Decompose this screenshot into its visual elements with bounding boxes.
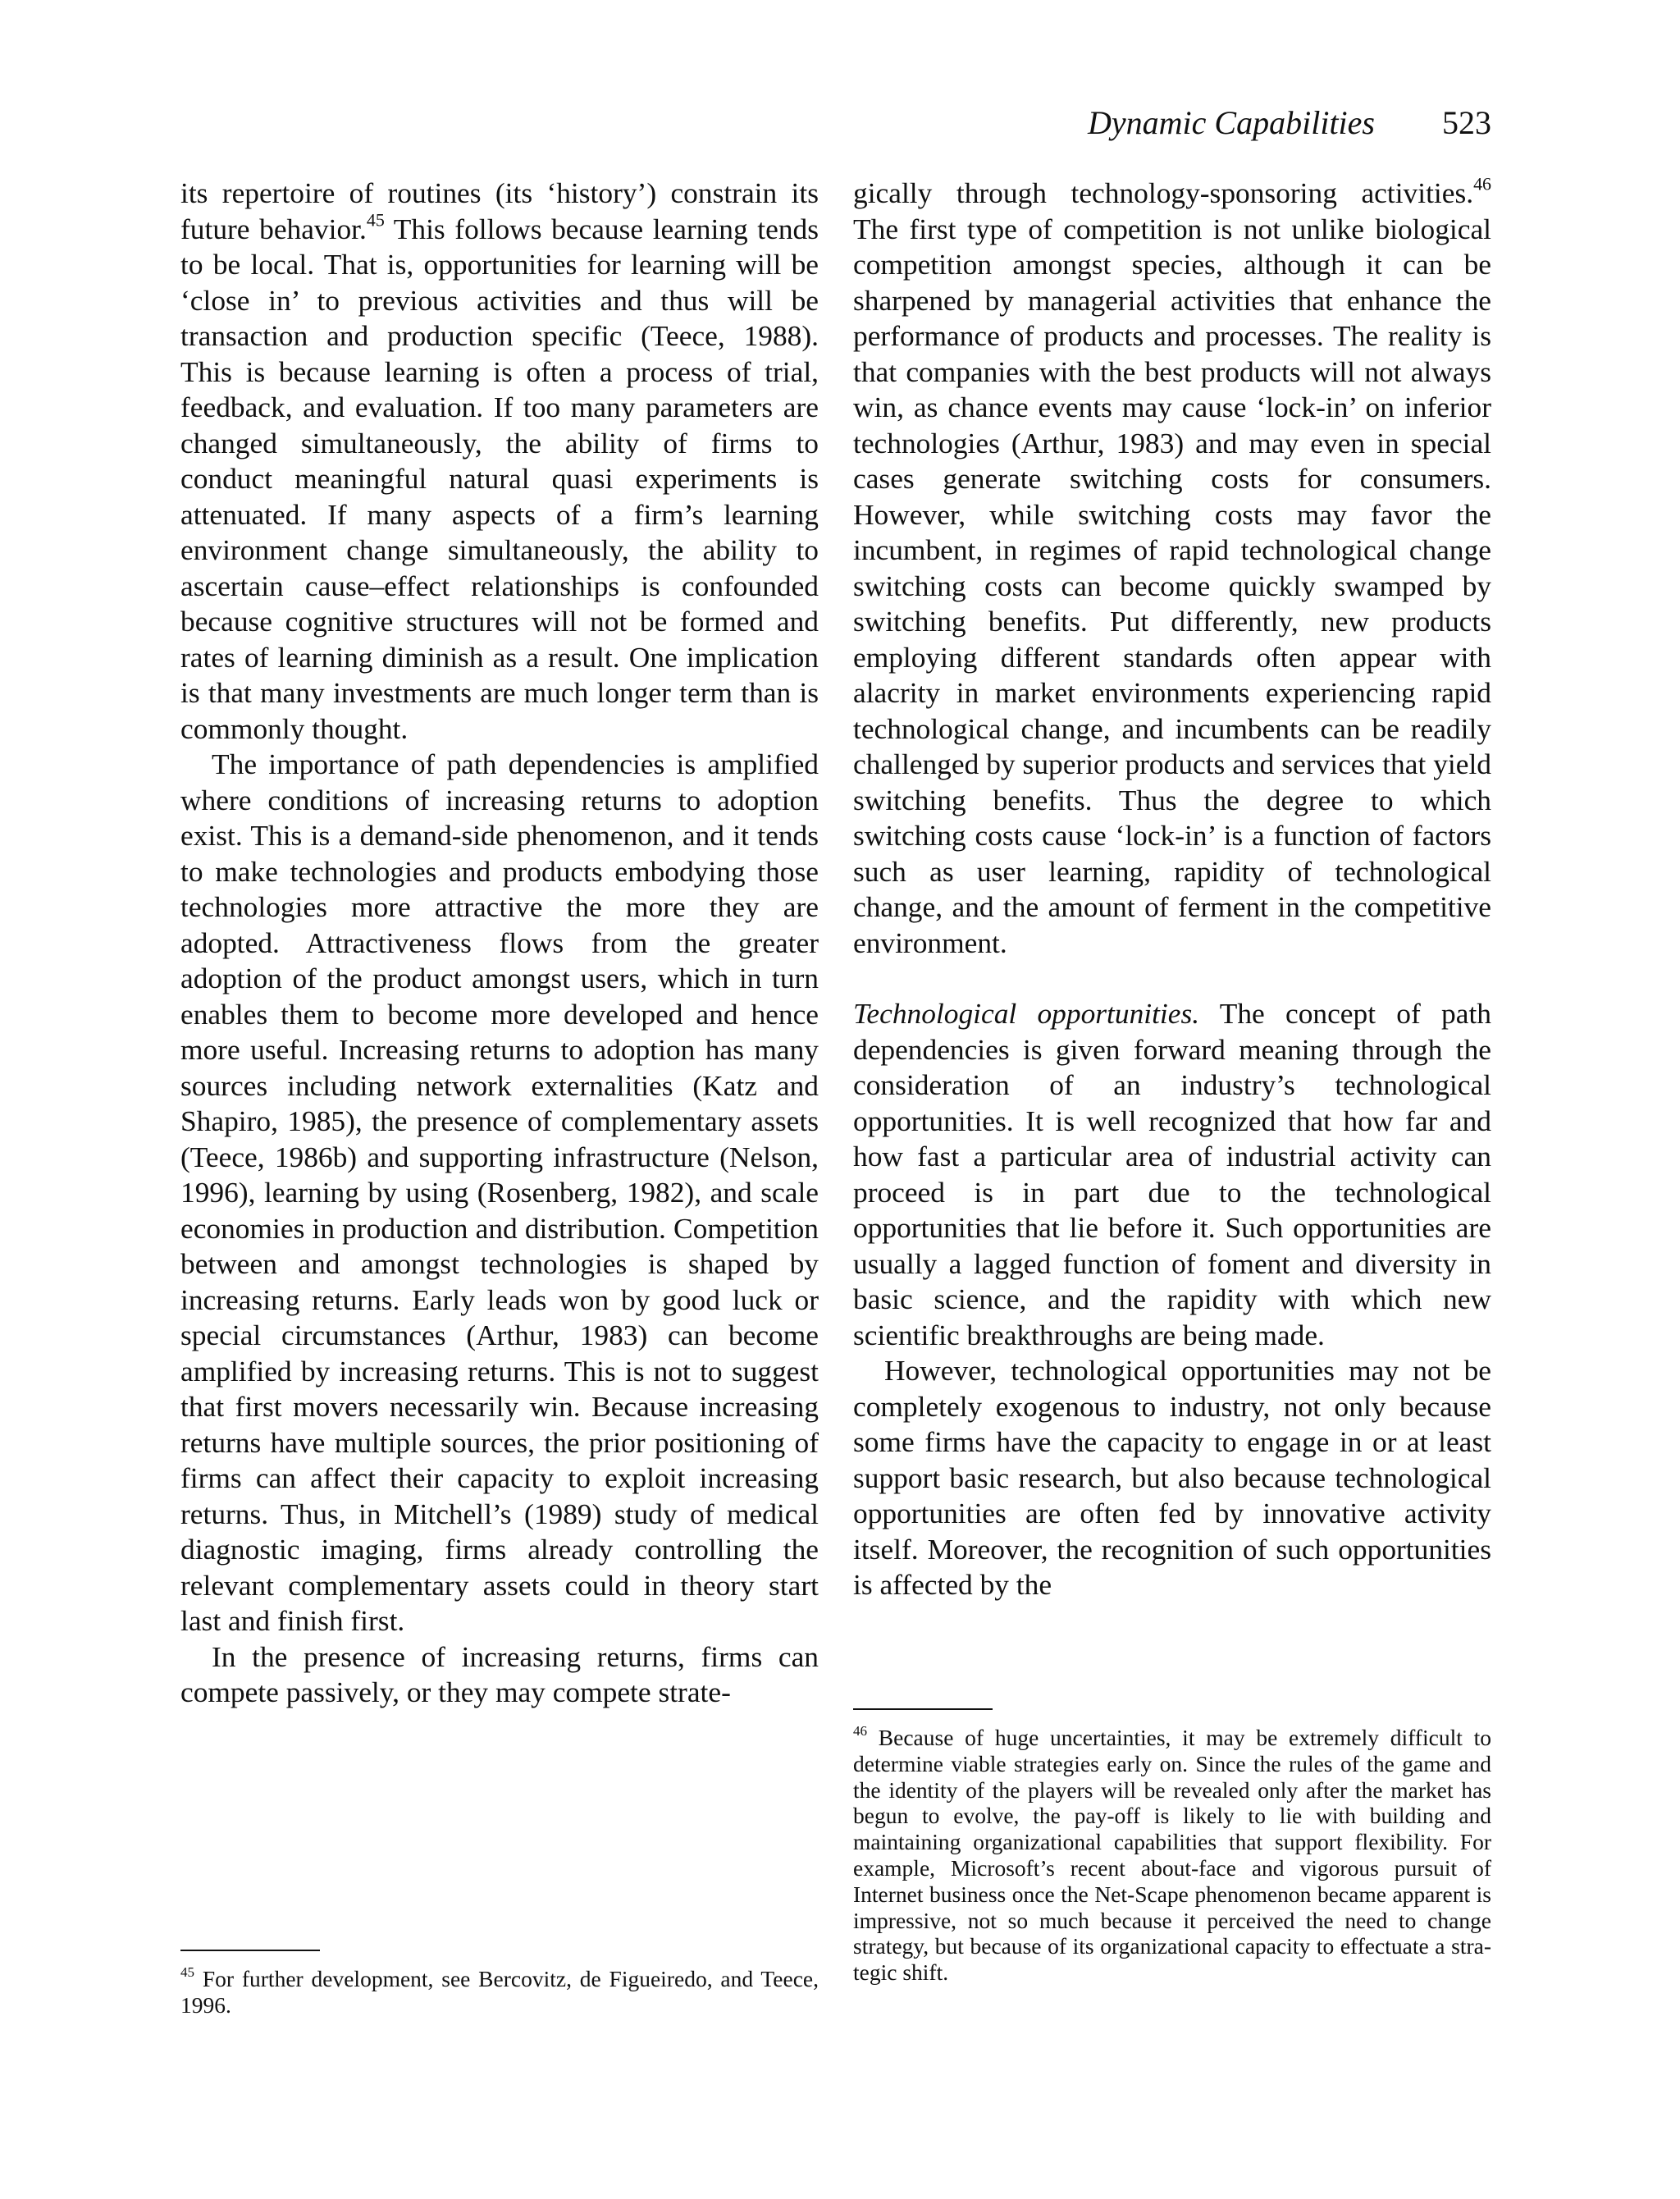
left-column: [180, 176, 819, 1711]
page-number: 523: [1442, 104, 1491, 141]
paragraph: However, technological opportunities may not be completely exogenous to industry, not only because some firms have the capacity to engage in or at least support basic research, but also because technological opportunities are often fed by innovative activity itself. Moreover, the recognition of such opportunities is affected by the: [853, 1354, 1491, 1601]
running-head: [1088, 103, 1491, 143]
footnote-rule: [853, 1708, 993, 1710]
footnote-46: [853, 1725, 1491, 1986]
paragraph: In the presence of increasing returns, firms can compete passively, or they may compete strate-: [180, 1639, 819, 1708]
footnote-ref-46: 46: [1473, 173, 1491, 194]
right-column: [853, 173, 1491, 1603]
paragraph: [180, 176, 819, 747]
footnote-45: [180, 1966, 819, 2018]
paragraph: [853, 173, 1491, 961]
footnote-number: 46: [853, 1723, 868, 1740]
footnote-rule: [180, 1950, 320, 1951]
footnote-ref-45: 45: [366, 209, 385, 231]
paragraph-text: The concept of path dependencies is given forward meaning through the consideration of an industry’s technological opportunities. It is well recognized that how far and how fast a particular area of industrial activity can proceed is in part due to the technological opportunities that lie before it. Such opportunities are usually a lagged function of foment and diversity in basic science, and the rapidity with which new scientific breakthroughs are being made.: [853, 997, 1491, 1351]
paragraph-text: its repertoire of routines (its ‘history’) constrain its future behavior.: [180, 176, 819, 245]
paragraph-text: This follows because learning tends to be local. That is, opportunities for learning will be ‘close in’ to previous activities and thus will be transaction and production specific (Teece, 1988). This is because learning is often a process of trial, feedback, and evaluation. If too many parameters are changed simultaneously, the ability of firms to conduct meaningful natural quasi experiments is attenuated. If many aspects of a firm’s learning environment change simultaneously, the ability to ascertain cause–effect relationships is confounded because cognitive structures will not be formed and rates of learning diminish as a result. One implication is that many investments are much longer term than is commonly thought.: [180, 212, 819, 745]
section-title: Technological opportunities.: [853, 997, 1200, 1030]
footnote-text: For further development, see Bercovitz, de Figueiredo, and Teece, 1996.: [180, 1966, 819, 2018]
paragraph-text: gically through technology-sponsoring activities.: [853, 176, 1474, 209]
paragraph: The importance of path dependencies is amplified where conditions of increasing returns to adoption exist. This is a demand-side phenomenon, and it tends to make technologies and products embodying those technologies more attractive the more they are adopted. Attractiveness flows from the greater adoption of the product amongst users, which in turn enables them to become more developed and hence more useful. Increasing returns to adoption has many sources including network externalities (Katz and Shapiro, 1985), the presence of complementary assets (Teece, 1986b) and supporting infrastructure (Nelson, 1996), learning by using (Rosenberg, 1982), and scale economies in production and distribution. Competition between and amongst technologies is shaped by increasing returns. Early leads won by good luck or special circumstances (Arthur, 1983) can become amplified by increasing returns. This is not to suggest that first movers necessarily win. Because increasing returns have multiple sources, the prior positioning of firms can affect their capacity to exploit increasing returns. Thus, in Mitchell’s (1989) study of medical diagnostic imaging, firms already controlling the relevant complementary assets could in theory start last and finish first.: [180, 747, 819, 1637]
paragraph: [853, 996, 1491, 1353]
running-title: Dynamic Capabilities: [1088, 104, 1375, 141]
footnote-text: Because of huge uncertainties, it may be extremely difficult to determine viable strategies early on. Since the rules of the game and the identity of the players will be revealed only after the market has begun to evolve, the pay-off is likely to lie with building and maintaining organizational capabilities that support flexibility. For example, Microsoft’s recent about-face and vigorous pursuit of Internet business once the Net-Scape phenomenon became apparent is impressive, not so much because it perceived the need to change strategy, but because of its organizational capacity to effectuate a strategic shift.: [853, 1725, 1491, 1986]
footnote-number: 45: [180, 1964, 195, 1981]
paragraph-text: The first type of competition is not unlike biological competition amongst species, although it can be sharpened by managerial activities that enhance the performance of products and processes. The reality is that companies with the best products will not always win, as chance events may cause ‘lock-in’ on inferior technologies (Arthur, 1983) and may even in special cases generate switching costs for consumers. However, while switching costs may favor the incumbent, in regimes of rapid technological change switching costs can become quickly swamped by switching benefits. Put differently, new products employing different standards often appear with alacrity in market environments experiencing rapid technological change, and incumbents can be readily challenged by superior products and services that yield switching benefits. Thus the degree to which switching costs cause ‘lock-in’ is a function of factors such as user learning, rapidity of technological change, and the amount of ferment in the competitive environment.: [853, 212, 1491, 959]
